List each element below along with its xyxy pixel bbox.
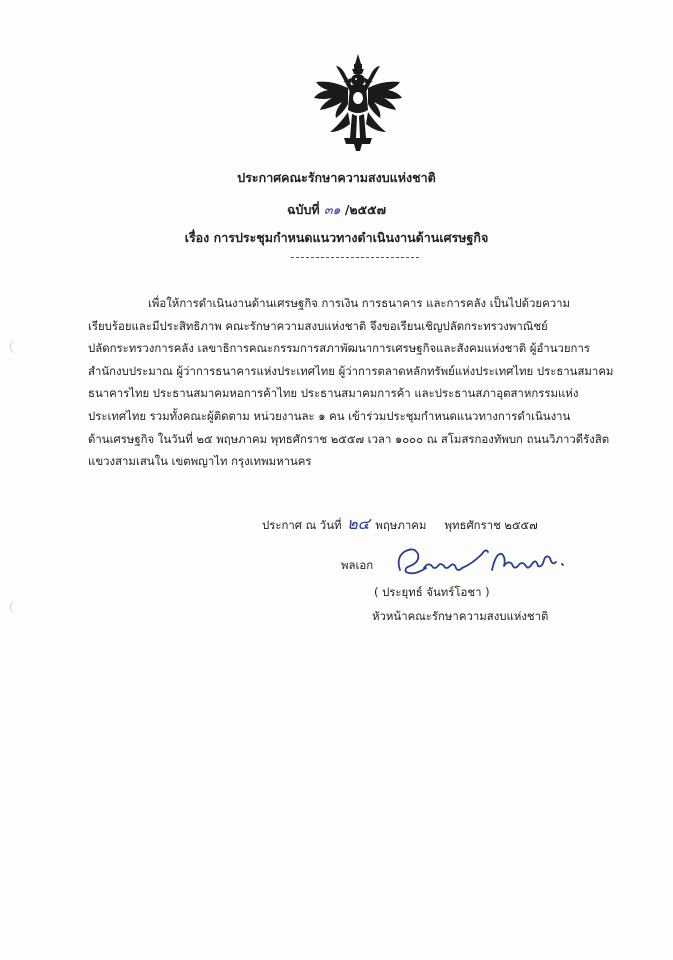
dateline-day: ๒๔ [347, 514, 370, 533]
dateline-month: พฤษภาคม [375, 518, 427, 532]
body-line: ธนาคารไทย ประธานสมาคมหอการค้าไทย ประธานสมาคมการค้า และประธานสภาอุตสาหกรรมแห่ง [88, 386, 579, 401]
dateline-prefix: ประกาศ ณ วันที่ [262, 518, 342, 532]
issue-number: ๓๑ [324, 202, 341, 217]
issue-label: ฉบับที่ [287, 202, 320, 217]
punch-hole-mark [10, 600, 25, 614]
body-line: เรียบร้อยและมีประสิทธิภาพ คณะรักษาความสงบแห่งชาติ จึงขอเรียนเชิญปลัดกระทรวงพาณิชย์ [88, 318, 548, 333]
body-line: ด้านเศรษฐกิจ ในวันที่ ๒๕ พฤษภาคม พุทธศักราช ๒๕๕๗ เวลา ๑๐๐๐ ณ สโมสรกองทัพบก ถนนวิภาวดีรังสิต [88, 431, 610, 446]
document-title: ประกาศคณะรักษาความสงบแห่งชาติ [237, 170, 436, 185]
signer-name: ( ประยุทธ์ จันทร์โอชา ) [374, 585, 490, 599]
garuda-emblem-icon [310, 52, 406, 152]
body-line: เพื่อให้การดำเนินงานด้านเศรษฐกิจ การเงิน การธนาคาร และการคลัง เป็นไปด้วยความ [148, 296, 570, 310]
document-subject: เรื่อง การประชุมกำหนดแนวทางดำเนินงานด้านเศรษฐกิจ [184, 230, 489, 245]
body-line: สำนักงบประมาณ ผู้ว่าการธนาคารแห่งประเทศไทย ผู้ว่าการตลาดหลักทรัพย์แห่งประเทศไทย ประธานสมาคม [88, 363, 614, 378]
issue-line [0, 200, 673, 220]
signer-position: หัวหน้าคณะรักษาความสงบแห่งชาติ [372, 609, 549, 623]
body-line: แขวงสามเสนใน เขตพญาไท กรุงเทพมหานคร [88, 454, 312, 469]
body-line: ปลัดกระทรวงการคลัง เลขาธิการคณะกรรมการสภาพัฒนาการเศรษฐกิจและสังคมแห่งชาติ ผู้อำนวยการ [88, 341, 590, 356]
body-text [88, 292, 658, 473]
divider [291, 257, 419, 258]
dateline-era: พุทธศักราช ๒๕๕๗ [444, 518, 538, 532]
body-line: ประเทศไทย รวมทั้งคณะผู้ติดตาม หน่วยงานละ ๑ คน เข้าร่วมประชุมกำหนดแนวทางการดำเนินงาน [88, 408, 571, 423]
issue-year: /๒๕๕๗ [344, 202, 386, 217]
punch-hole-mark [10, 340, 25, 354]
signature-image [392, 540, 572, 582]
signer-rank: พลเอก [341, 558, 374, 572]
dateline [262, 512, 538, 537]
